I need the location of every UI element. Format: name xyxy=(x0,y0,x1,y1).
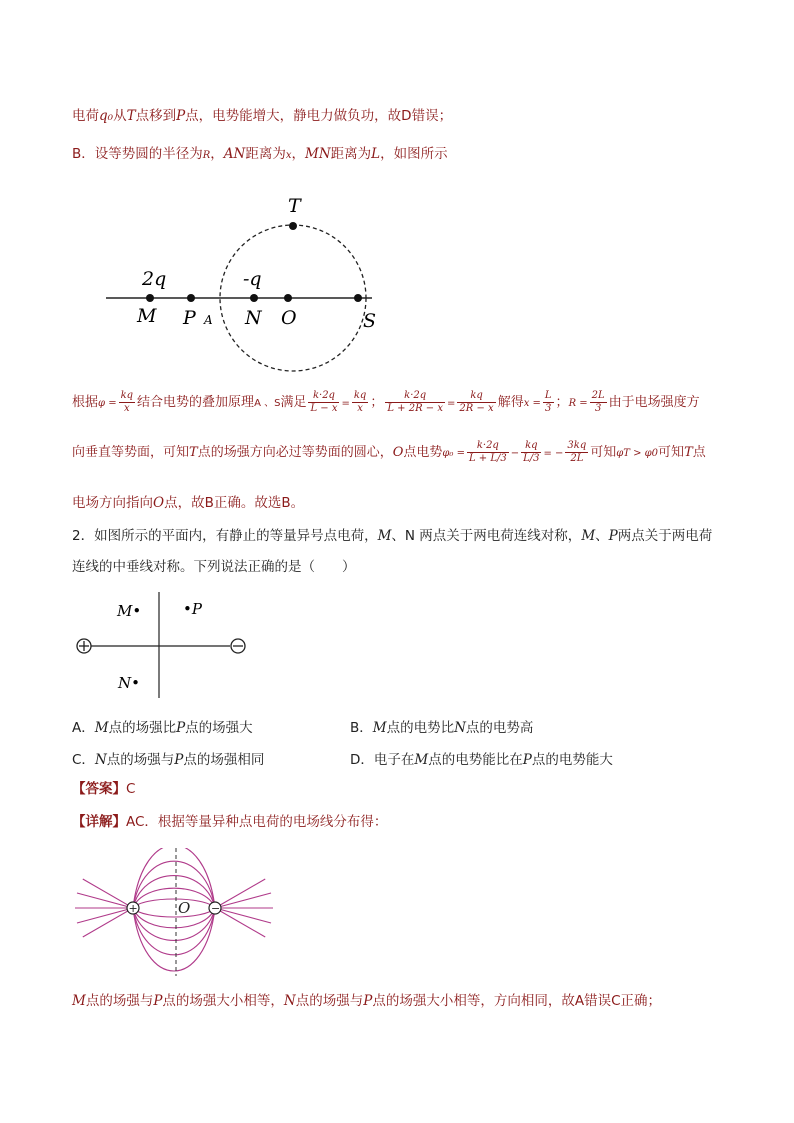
text: 点的场强比 xyxy=(108,720,177,736)
math: A 、S xyxy=(254,398,281,409)
text: 电荷 xyxy=(72,108,99,124)
text: 电子在 xyxy=(373,752,415,768)
math: φT > φ0 xyxy=(616,448,659,459)
text: 结合电势的叠加原理 xyxy=(137,395,255,410)
field-line xyxy=(133,861,215,908)
text: 点的场强与 xyxy=(106,752,175,768)
math-N: N xyxy=(454,720,466,736)
text: 可知 xyxy=(590,445,617,460)
math-P: P xyxy=(176,108,186,124)
math-N: N xyxy=(94,752,107,768)
figure-field-lines xyxy=(72,848,282,976)
label-N: N xyxy=(245,307,262,329)
text: D． xyxy=(350,752,374,768)
text: A． xyxy=(72,720,95,736)
field-line xyxy=(133,908,215,917)
frac-num: kq xyxy=(353,390,367,401)
frac-den: 2R − x xyxy=(459,403,494,414)
point-T xyxy=(289,222,297,230)
text: 可知 xyxy=(658,445,685,460)
text: 正确； xyxy=(620,993,662,1009)
text: C xyxy=(611,993,621,1009)
point-O xyxy=(284,294,292,302)
label-M: M xyxy=(137,305,157,327)
label-M: M• xyxy=(117,602,142,620)
answer-label: 【答案】 xyxy=(72,781,126,797)
frac-num: k·2q xyxy=(467,440,509,453)
math-T: T xyxy=(684,445,693,460)
text: ， xyxy=(291,146,305,162)
label-N: N• xyxy=(118,674,140,692)
text: ； xyxy=(555,395,569,410)
math-T: T xyxy=(126,108,136,124)
math-MN: MN xyxy=(305,146,331,162)
point-M xyxy=(146,294,154,302)
plus-sign: + xyxy=(128,902,138,915)
label-2q: 2q xyxy=(142,268,167,290)
text-line-3 xyxy=(72,390,700,415)
text: 由于电场强度方 xyxy=(608,395,700,410)
math-M: M xyxy=(372,720,387,736)
text: 根据 xyxy=(72,395,99,410)
math: − xyxy=(510,448,520,459)
math-R: R xyxy=(202,150,211,161)
option-B[interactable] xyxy=(350,716,533,736)
field-line xyxy=(83,879,133,908)
text: 解得 xyxy=(497,395,524,410)
field-line xyxy=(133,899,215,908)
label-P: •P xyxy=(183,600,202,618)
math-P: P xyxy=(363,993,373,1009)
frac-num: 3kq xyxy=(567,440,587,451)
text: B． xyxy=(350,720,373,736)
math-P: P xyxy=(522,752,532,768)
text: 连线的中垂线对称。下列说法正确的是（ ） xyxy=(72,559,356,575)
math-P: P xyxy=(176,720,186,736)
text: 点的场强相同 xyxy=(183,752,265,768)
text: B xyxy=(204,495,214,511)
math-O: O xyxy=(392,445,404,460)
point-S xyxy=(354,294,362,302)
math-M: M xyxy=(581,528,596,544)
text: 点的电势能比在 xyxy=(428,752,523,768)
detail-label: 【详解】 xyxy=(72,814,126,830)
label-A: A xyxy=(204,313,213,327)
text: 点的电势比 xyxy=(386,720,455,736)
text: 正确。故选 xyxy=(213,495,282,511)
frac-num: kq xyxy=(457,390,495,403)
math: = − xyxy=(543,448,564,459)
math-L: L xyxy=(371,146,381,162)
math: x = xyxy=(523,398,541,409)
field-line xyxy=(133,908,215,955)
frac-den: L + L/3 xyxy=(468,453,507,464)
field-line xyxy=(133,908,215,940)
text: 电场方向指向 xyxy=(72,495,153,511)
field-line xyxy=(215,908,271,923)
math-M: M xyxy=(94,720,109,736)
text: 点的场强大小相等， xyxy=(162,993,284,1009)
field-line xyxy=(215,893,271,908)
text: 点的场强大小相等，方向相同，故 xyxy=(372,993,575,1009)
text: 点的电势能大 xyxy=(531,752,613,768)
frac-den: 3 xyxy=(594,403,602,414)
text: A xyxy=(574,993,585,1009)
option-C[interactable] xyxy=(72,748,264,768)
frac-den: L/3 xyxy=(523,453,540,464)
frac-den: L − x xyxy=(310,403,338,414)
text: 、 xyxy=(595,528,609,544)
math-M: M xyxy=(377,528,392,544)
text: 点，故 xyxy=(164,495,205,511)
text: 距离为 xyxy=(245,146,286,162)
text-line-2 xyxy=(72,145,448,165)
frac-den: 2L xyxy=(570,453,584,464)
text: ， xyxy=(210,146,224,162)
label-O: O xyxy=(178,899,191,917)
text: 点的场强方向必过等势面的圆心， xyxy=(197,445,393,460)
question-2-line-2 xyxy=(72,558,356,576)
frac-num: k·2q xyxy=(308,390,339,403)
text-line-5 xyxy=(72,494,304,512)
text: 距离为 xyxy=(330,146,372,162)
frac-num: kq xyxy=(120,390,134,401)
text: 点的场强与 xyxy=(295,993,364,1009)
text: 两点关于两电荷 xyxy=(617,528,713,544)
text: 点的场强大 xyxy=(185,720,253,736)
text: 错误 xyxy=(584,993,612,1009)
math-x: x xyxy=(285,150,292,161)
math-M: M xyxy=(72,993,86,1009)
label-T: T xyxy=(288,195,301,217)
label-P: P xyxy=(183,307,196,329)
label-O: O xyxy=(281,307,297,329)
field-line xyxy=(133,876,215,908)
text: 2．如图所示的平面内，有静止的等量异号点电荷， xyxy=(72,528,378,544)
point-N xyxy=(250,294,258,302)
text: 。 xyxy=(290,495,305,511)
math: = xyxy=(447,398,456,409)
label-S: S xyxy=(363,310,377,332)
frac-den: x xyxy=(357,403,363,414)
answer-value: C xyxy=(126,781,136,797)
text: ．设等势圆的半径为 xyxy=(81,146,203,162)
text: B xyxy=(281,495,291,511)
field-line xyxy=(77,893,133,908)
frac-num: k·2q xyxy=(385,390,445,403)
field-line xyxy=(77,908,133,923)
field-line xyxy=(215,908,265,937)
figure-two-charges xyxy=(70,592,260,702)
math-P: P xyxy=(608,528,618,544)
math-T: T xyxy=(189,445,198,460)
math-P: P xyxy=(153,993,163,1009)
frac-num: L xyxy=(544,390,552,401)
frac-den: x xyxy=(123,403,130,414)
text: 、N 两点关于两电荷连线对称， xyxy=(391,528,582,544)
figure-equipotential-circle xyxy=(100,190,390,380)
text: 向垂直等势面，可知 xyxy=(72,445,190,460)
text-line-1 xyxy=(72,107,452,125)
text: B xyxy=(72,146,82,162)
text: D xyxy=(401,108,412,124)
frac-num: 2L xyxy=(591,390,605,401)
detail-text: AC．根据等量异种点电荷的电场线分布得： xyxy=(126,814,388,830)
text: 点，电势能增大，静电力做负功，故 xyxy=(185,108,402,124)
text-line-last xyxy=(72,992,661,1010)
option-A[interactable] xyxy=(72,716,253,736)
math: φ₀ = xyxy=(442,448,465,459)
text: 点的电势高 xyxy=(465,720,534,736)
frac-den: 3 xyxy=(545,403,552,414)
math-N: N xyxy=(283,993,296,1009)
field-line xyxy=(133,888,215,908)
math: φ = xyxy=(98,398,117,409)
text: 点电势 xyxy=(403,445,443,460)
math-q0: q₀ xyxy=(99,108,114,124)
frac-num: kq xyxy=(521,440,541,453)
field-line xyxy=(215,879,265,908)
text: 错误； xyxy=(411,108,453,124)
question-2-line-1 xyxy=(72,527,712,545)
field-line xyxy=(133,908,215,928)
text-line-4 xyxy=(72,440,706,465)
text: C． xyxy=(72,752,95,768)
text: 点移到 xyxy=(135,108,177,124)
label-neg-q: -q xyxy=(243,268,262,290)
math-AN: AN xyxy=(223,146,246,162)
text: 满足 xyxy=(280,395,307,410)
frac-den: L + 2R − x xyxy=(387,403,444,414)
math-M: M xyxy=(414,752,429,768)
text: ，如图所示 xyxy=(380,146,448,162)
minus-sign: − xyxy=(211,902,221,915)
detail-line xyxy=(72,813,387,831)
text: 点的场强与 xyxy=(85,993,154,1009)
text: ； xyxy=(370,395,384,410)
math-P: P xyxy=(174,752,184,768)
math: R = xyxy=(568,398,588,409)
text: 点 xyxy=(692,445,706,460)
field-line xyxy=(83,908,133,937)
text: 从 xyxy=(113,108,127,124)
math-O: O xyxy=(153,495,165,511)
answer-line xyxy=(72,780,135,798)
math: = xyxy=(341,398,350,409)
option-D[interactable] xyxy=(350,748,613,768)
point-P xyxy=(187,294,195,302)
